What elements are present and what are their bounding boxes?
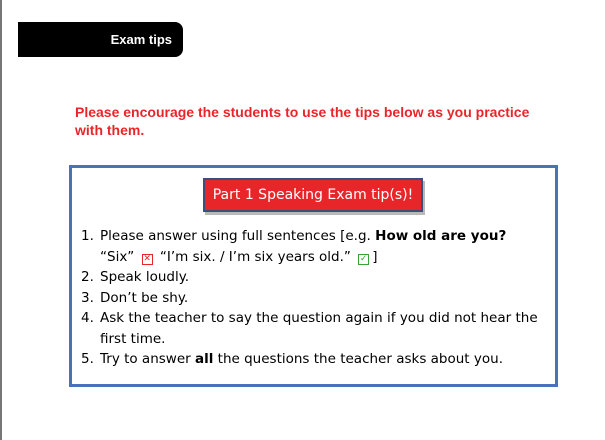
tip-item-5 bbox=[81, 349, 551, 370]
check-box-icon: ✓ bbox=[359, 253, 368, 264]
tips-box bbox=[69, 165, 558, 387]
example-right-answer: “I’m six. / I’m six years old.” bbox=[159, 248, 351, 265]
example-wrong-answer: “Six” bbox=[100, 248, 135, 265]
tip-text: Try to answer bbox=[100, 351, 195, 367]
tip-number: 1. bbox=[81, 228, 94, 244]
tip-number: 5. bbox=[81, 351, 94, 367]
tip-number: 2. bbox=[81, 269, 94, 285]
tip-text: Don’t be shy. bbox=[100, 289, 189, 306]
cross-box-icon: ✕ bbox=[143, 253, 151, 264]
tip-number: 4. bbox=[81, 310, 94, 326]
tip-text: Ask the teacher to say the question again if you did not hear the first time. bbox=[100, 310, 538, 347]
tip-bold-question: How old are you? bbox=[375, 228, 507, 244]
tip-item-1 bbox=[81, 226, 551, 267]
page-left-border bbox=[0, 0, 2, 440]
intro-instruction: Please encourage the students to use the tips below as you practice with them. bbox=[75, 104, 530, 138]
tip-bold-word: all bbox=[195, 351, 214, 367]
tip-text: Speak loudly. bbox=[100, 269, 190, 285]
tip-text: Please answer using full sentences [e.g. bbox=[100, 228, 376, 244]
exam-tips-tab bbox=[18, 22, 183, 57]
tip-closing-bracket: ] bbox=[372, 248, 378, 265]
tip-item-2 bbox=[81, 267, 551, 288]
tip-text-after: the questions the teacher asks about you. bbox=[213, 351, 503, 367]
exam-tips-tab-label: Exam tips bbox=[110, 32, 172, 47]
tip-item-3 bbox=[81, 288, 551, 309]
tip-number: 3. bbox=[81, 289, 94, 306]
tip-item-4 bbox=[81, 308, 551, 349]
part-title-banner: Part 1 Speaking Exam tip(s)! bbox=[203, 178, 423, 212]
tips-list bbox=[81, 226, 551, 370]
